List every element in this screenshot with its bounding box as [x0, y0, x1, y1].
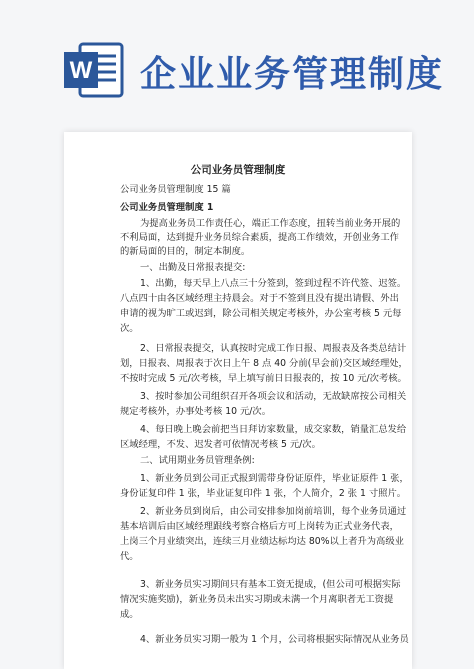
body-line: 为提高业务员工作责任心，端正工作态度，扭转当前业务开展的: [140, 218, 401, 229]
body-line: 2、新业务员到岗后，由公司安排参加岗前培训，每个业务员通过: [140, 506, 407, 517]
document-title: 公司业务员管理制度: [190, 164, 286, 176]
word-document-icon: [62, 40, 126, 100]
body-line: 划，日报表、周报表于次日上午 8 点 40 分前(早会前)交区域经理处，: [120, 358, 408, 369]
body-line: 上岗三个月业绩突出，连续三月业绩达标均达 80%以上者升为高级业: [120, 536, 404, 547]
word-icon-letter: W: [69, 57, 93, 84]
body-line: 一、出勤及日常报表提交:: [140, 262, 246, 273]
body-line: 成。: [120, 609, 139, 620]
body-line: 1、新业务员到公司正式报到需带身份证原件，毕业证原件 1 张，: [140, 473, 409, 484]
section-heading: 公司业务员管理制度 1: [120, 202, 214, 213]
document-page: [64, 132, 412, 669]
body-line: 3、新业务员实习期间只有基本工资无提成，(但公司可根据实际: [140, 579, 401, 590]
body-line: 情况实施奖励)，新业务员未出实习期或未满一个月离职者无工资提: [120, 594, 394, 605]
body-line: 4、新业务员实习期一般为 1 个月，公司将根据实际情况从业务员: [140, 634, 409, 645]
body-line: 代。: [120, 551, 139, 562]
body-line: 基本培训后由区域经理跟线考察合格后方可上岗转为正式业务代表，: [120, 521, 399, 532]
document-subtitle: 公司业务员管理制度 15 篇: [120, 184, 231, 195]
body-line: 区域经理，不发、迟发者可依情况考核 5 元/次。: [120, 439, 321, 450]
body-line: 八点四十由各区域经理主持晨会。对于不签到且没有提出请假、外出: [120, 293, 399, 304]
body-line: 3、按时参加公司组织召开各项会议和活动，无故缺席按公司相关: [140, 391, 407, 402]
body-line: 规定考核外，办事处考核 10 元/次。: [120, 406, 272, 417]
body-line: 二、试用期业务员管理条例:: [140, 455, 255, 466]
body-line: 申请的视为旷工或迟到，除公司相关规定考核外，办公室考核 5 元每: [120, 308, 402, 319]
page-header: [0, 0, 474, 120]
body-line: 不按时完成 5 元/次考核，早上填写前日日报表的，按 10 元/次考核。: [120, 373, 407, 384]
body-line: 次。: [120, 323, 139, 334]
body-line: 不利局面，达到提升业务员综合素质，提高工作绩效，开创业务工作: [120, 232, 399, 243]
body-line: 2、日常报表提交，认真按时完成工作日报、周报表及各类总结计: [140, 343, 407, 354]
body-line: 4、每日晚上晚会前把当日拜访家数量，成交家数，销量汇总发给: [140, 424, 407, 435]
body-line: 的新局面的目的，制定本制度。: [120, 246, 251, 257]
banner-title: 企业业务管理制度: [140, 54, 445, 95]
body-line: 1、出勤，每天早上八点三十分签到，签到过程不许代签、迟签。: [140, 278, 407, 289]
body-line: 身份证复印件 1 张，毕业证复印件 1 张，个人简介，2 张 1 寸照片。: [120, 488, 407, 499]
